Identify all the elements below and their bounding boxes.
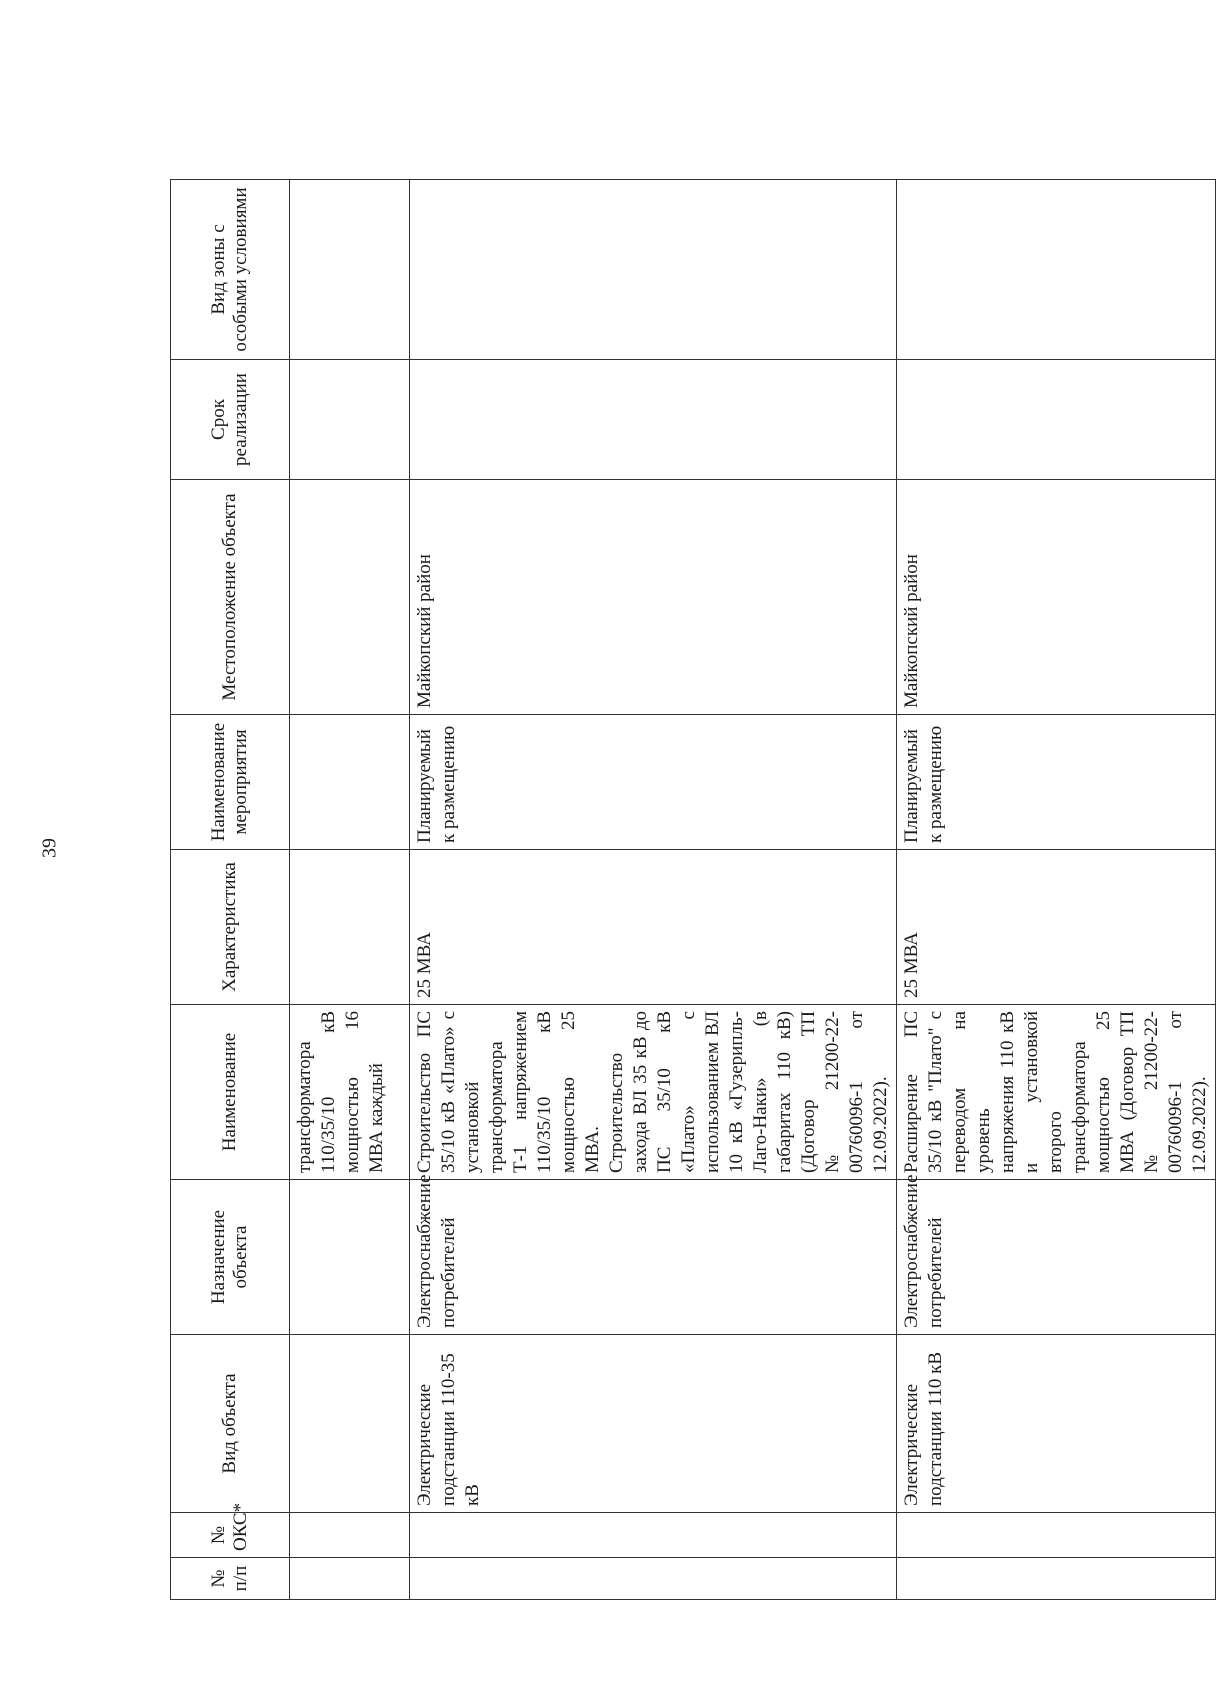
cell-location: Майкопский район — [897, 480, 1216, 715]
cell-type — [290, 1335, 410, 1513]
cell-zone — [897, 180, 1216, 360]
cell-name: Расширение ПС 35/10 кВ "Плато" с переводом на уровень напряжения 110 кВ и установкой второго трансформатора мощностью 25 МВА (Договор ТП №21200-22-00760096-1 от 12.09.2022). — [897, 1005, 1216, 1180]
cell-num — [410, 1558, 897, 1600]
cell-oks — [897, 1513, 1216, 1558]
cell-purpose — [290, 1180, 410, 1335]
header-zone: Вид зоны с особыми условиями — [171, 180, 290, 360]
cell-term — [897, 360, 1216, 480]
header-measure: Наименование мероприятия — [171, 715, 290, 850]
cell-characteristic: 25 МВА — [897, 850, 1216, 1005]
header-location: Местоположение объекта — [171, 480, 290, 715]
header-type: Вид объекта — [171, 1335, 290, 1513]
header-name: Наименование — [171, 1005, 290, 1180]
table-row — [897, 180, 1216, 1600]
cell-name: Строительство ПС 35/10 кВ «Плато» с установкой трансформатора Т-1 напряжением 110/35/10 кВ мощностью 25 МВА. Строительство захода ВЛ 35 кВ до ПС 35/10 кВ «Плато» с использованием ВЛ 10 кВ «Гузерипль-Лаго-Наки» (в габаритах 110 кВ) (Договор ТП №21200-22-00760096-1 от 12.09.2022). — [410, 1005, 897, 1180]
planning-table — [170, 179, 1216, 1600]
table-header-row — [171, 180, 290, 1600]
header-characteristic: Характеристика — [171, 850, 290, 1005]
cell-type: Электрические подстанции 110-35 кВ — [410, 1335, 897, 1513]
cell-name: трансформатора 110/35/10 кВ мощностью 16 МВА каждый — [290, 1005, 410, 1180]
cell-zone — [410, 180, 897, 360]
header-num: № п/п — [171, 1558, 290, 1600]
cell-num — [290, 1558, 410, 1600]
cell-purpose: Электроснабжение потребителей — [410, 1180, 897, 1335]
header-term: Срок реализации — [171, 360, 290, 480]
cell-num — [897, 1558, 1216, 1600]
table-row — [290, 180, 410, 1600]
cell-location: Майкопский район — [410, 480, 897, 715]
page-number: 39 — [38, 838, 61, 858]
cell-measure — [290, 715, 410, 850]
cell-measure: Планируемый к размещению — [897, 715, 1216, 850]
cell-oks — [410, 1513, 897, 1558]
table-row — [410, 180, 897, 1600]
cell-characteristic — [290, 850, 410, 1005]
cell-measure: Планируемый к размещению — [410, 715, 897, 850]
cell-term — [410, 360, 897, 480]
header-purpose: Назначение объекта — [171, 1180, 290, 1335]
header-oks: № ОКС* — [171, 1513, 290, 1558]
cell-zone — [290, 180, 410, 360]
cell-type: Электрические подстанции 110 кВ — [897, 1335, 1216, 1513]
cell-term — [290, 360, 410, 480]
cell-characteristic: 25 МВА — [410, 850, 897, 1005]
rotated-table-container — [170, 180, 1210, 1600]
cell-purpose: Электроснабжение потребителей — [897, 1180, 1216, 1335]
cell-location — [290, 480, 410, 715]
cell-oks — [290, 1513, 410, 1558]
